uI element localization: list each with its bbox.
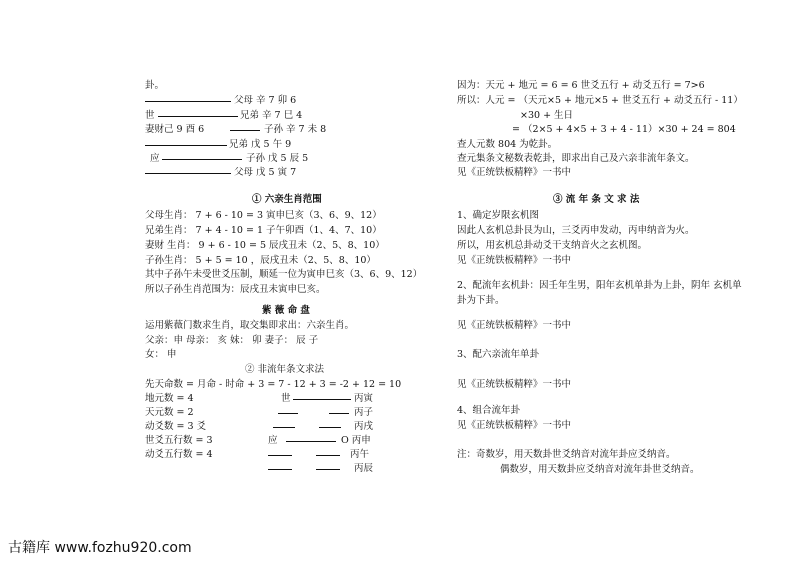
yin-line-right [319,427,341,428]
text-line: 3、配六亲流年单卦 [457,349,540,360]
yao-ganzhi: 丙午 [350,449,370,460]
yin-line-left [268,469,292,470]
text-line: 子孙生肖： 5 + 5 = 10 ，辰戌丑未（2、5、8、10） [145,255,376,266]
yao-mark: 世 [281,393,291,404]
yin-line-right [316,455,340,456]
text-line: 见《正统铁板精粹》一书中 [457,255,572,266]
text-line: 见《正统铁板精粹》一书中 [457,320,572,331]
text-line: 查元集条文秘数表乾卦，即求出自己及六亲非流年条文。 [457,153,695,164]
text-line: = （2×5 + 4×5 + 3 + 4 - 11）×30 + 24 = 804 [512,124,736,135]
text-line: 1、确定岁限玄机图 [457,210,540,221]
yang-line [293,399,351,400]
text-line: 父亲：申 母亲： 亥 妹： 卯 妻子： 辰 子 [145,335,319,346]
yao-label: 地元数 = 4 [145,393,194,404]
hex-row-5-pre: 应 [150,153,160,164]
hex-row-3: 子孙 辛 7 未 8 [264,124,327,135]
yao-label: 动爻数 = 3 爻 [145,421,207,432]
hex-row-5: 子孙 戊 5 辰 5 [246,153,309,164]
yang-line [158,116,238,117]
text-line: 所以子孙生肖范围为：辰戌丑未寅申巳亥。 [145,284,326,295]
text-line: 4、组合流年卦 [457,405,521,416]
hex-row-2-pre: 世 [145,110,155,121]
yao-ganzhi: 丙寅 [354,393,374,404]
text-line: 注：奇数岁，用天数卦世爻纳音对流年卦应爻纳音。 [457,449,676,460]
formula-line: 先天命数 = 月命 - 时命 + 3 = 7 - 12 + 3 = -2 + 12 = 10 [145,379,402,390]
hex-row-2: 兄弟 辛 7 巳 4 [240,110,303,121]
yao-mark: 应 [268,435,278,446]
text-line: 运用紫薇门数求生肖，取交集即求出：六亲生肖。 [145,320,355,331]
hex-row-6: 父母 戊 5 寅 7 [234,167,297,178]
yao-ganzhi: 丙戌 [354,421,374,432]
hex-row-4: 兄弟 戊 5 午 9 [229,139,292,150]
text-line: 兄弟生肖： 7 + 4 - 10 = 1 子午卯酉（1、4、7、10） [145,225,382,236]
yao-ganzhi: 丙辰 [354,463,374,474]
text-line: 见《正统铁板精粹》一书中 [457,379,572,390]
text-line: 2、配流年玄机卦：因壬年生男，阳年玄机单卦为上卦，阴年 玄机单 [457,280,742,291]
text-line: 其中子孙午未受世爻压制，顺延一位为寅申巳亥（3、6、9、12） [145,269,423,280]
yang-line [230,130,260,131]
hexagram-header: 卦。 [145,80,165,91]
hex-row-3-pre: 妻财己 9 酉 6 [145,124,205,135]
yang-line [145,101,231,102]
text-line: 女： 申 [145,349,177,360]
text-line: 所以，用玄机总卦动爻干支纳音火之玄机图。 [457,240,648,251]
text-line: 因为：天元 + 地元 = 6 = 6 世爻五行 + 动爻五行 = 7>6 [457,80,705,91]
yang-line [286,441,336,442]
section-title-ziwei: 紫 薇 命 盘 [262,305,310,316]
yao-label: 世爻五行数 = 3 [145,435,213,446]
hex-row-1: 父母 辛 7 卯 6 [234,95,297,106]
yin-line-right [329,413,349,414]
text-line: 父母生肖： 7 + 6 - 10 = 3 寅申巳亥（3、6、9、12） [145,210,382,221]
section-title-non-annual: ② 非流年条文求法 [245,364,325,375]
yao-label: 动爻五行数 = 4 [145,449,213,460]
section-title-six-relatives: ① 六亲生肖范围 [252,194,322,205]
text-line: 因此人玄机总卦艮为山，三爻丙申发动，丙申纳音为火。 [457,225,695,236]
text-line: ×30 + 生日 [520,110,574,121]
text-line: 所以：人元 = （天元×5 + 地元×5 + 世爻五行 + 动爻五行 - 11） [457,95,743,106]
text-line: 偶数岁，用天数卦应爻纳音对流年卦世爻纳音。 [500,464,700,475]
text-line: 查人元数 804 为乾卦。 [457,139,558,150]
section-title-annual: ③ 流 年 条 文 求 法 [553,194,640,205]
yang-line [162,159,242,160]
yin-line-right [316,469,340,470]
yao-ganzhi: O 丙申 [341,435,371,446]
text-line: 见《正统铁板精粹》一书中 [457,420,572,431]
site-watermark: 古籍库 www.fozhu920.com [8,540,192,556]
yin-line-left [268,455,292,456]
yin-line-left [273,427,295,428]
yang-line [145,145,227,146]
text-line: 见《正统铁板精粹》一书中 [457,167,572,178]
yao-ganzhi: 丙子 [354,407,374,418]
text-line: 卦为下卦。 [457,295,505,306]
yang-line [145,173,231,174]
yao-label: 天元数 = 2 [145,407,194,418]
text-line: 妻财 生肖： 9 + 6 - 10 = 5 辰戌丑未（2、5、8、10） [145,240,385,251]
yin-line-left [278,413,298,414]
